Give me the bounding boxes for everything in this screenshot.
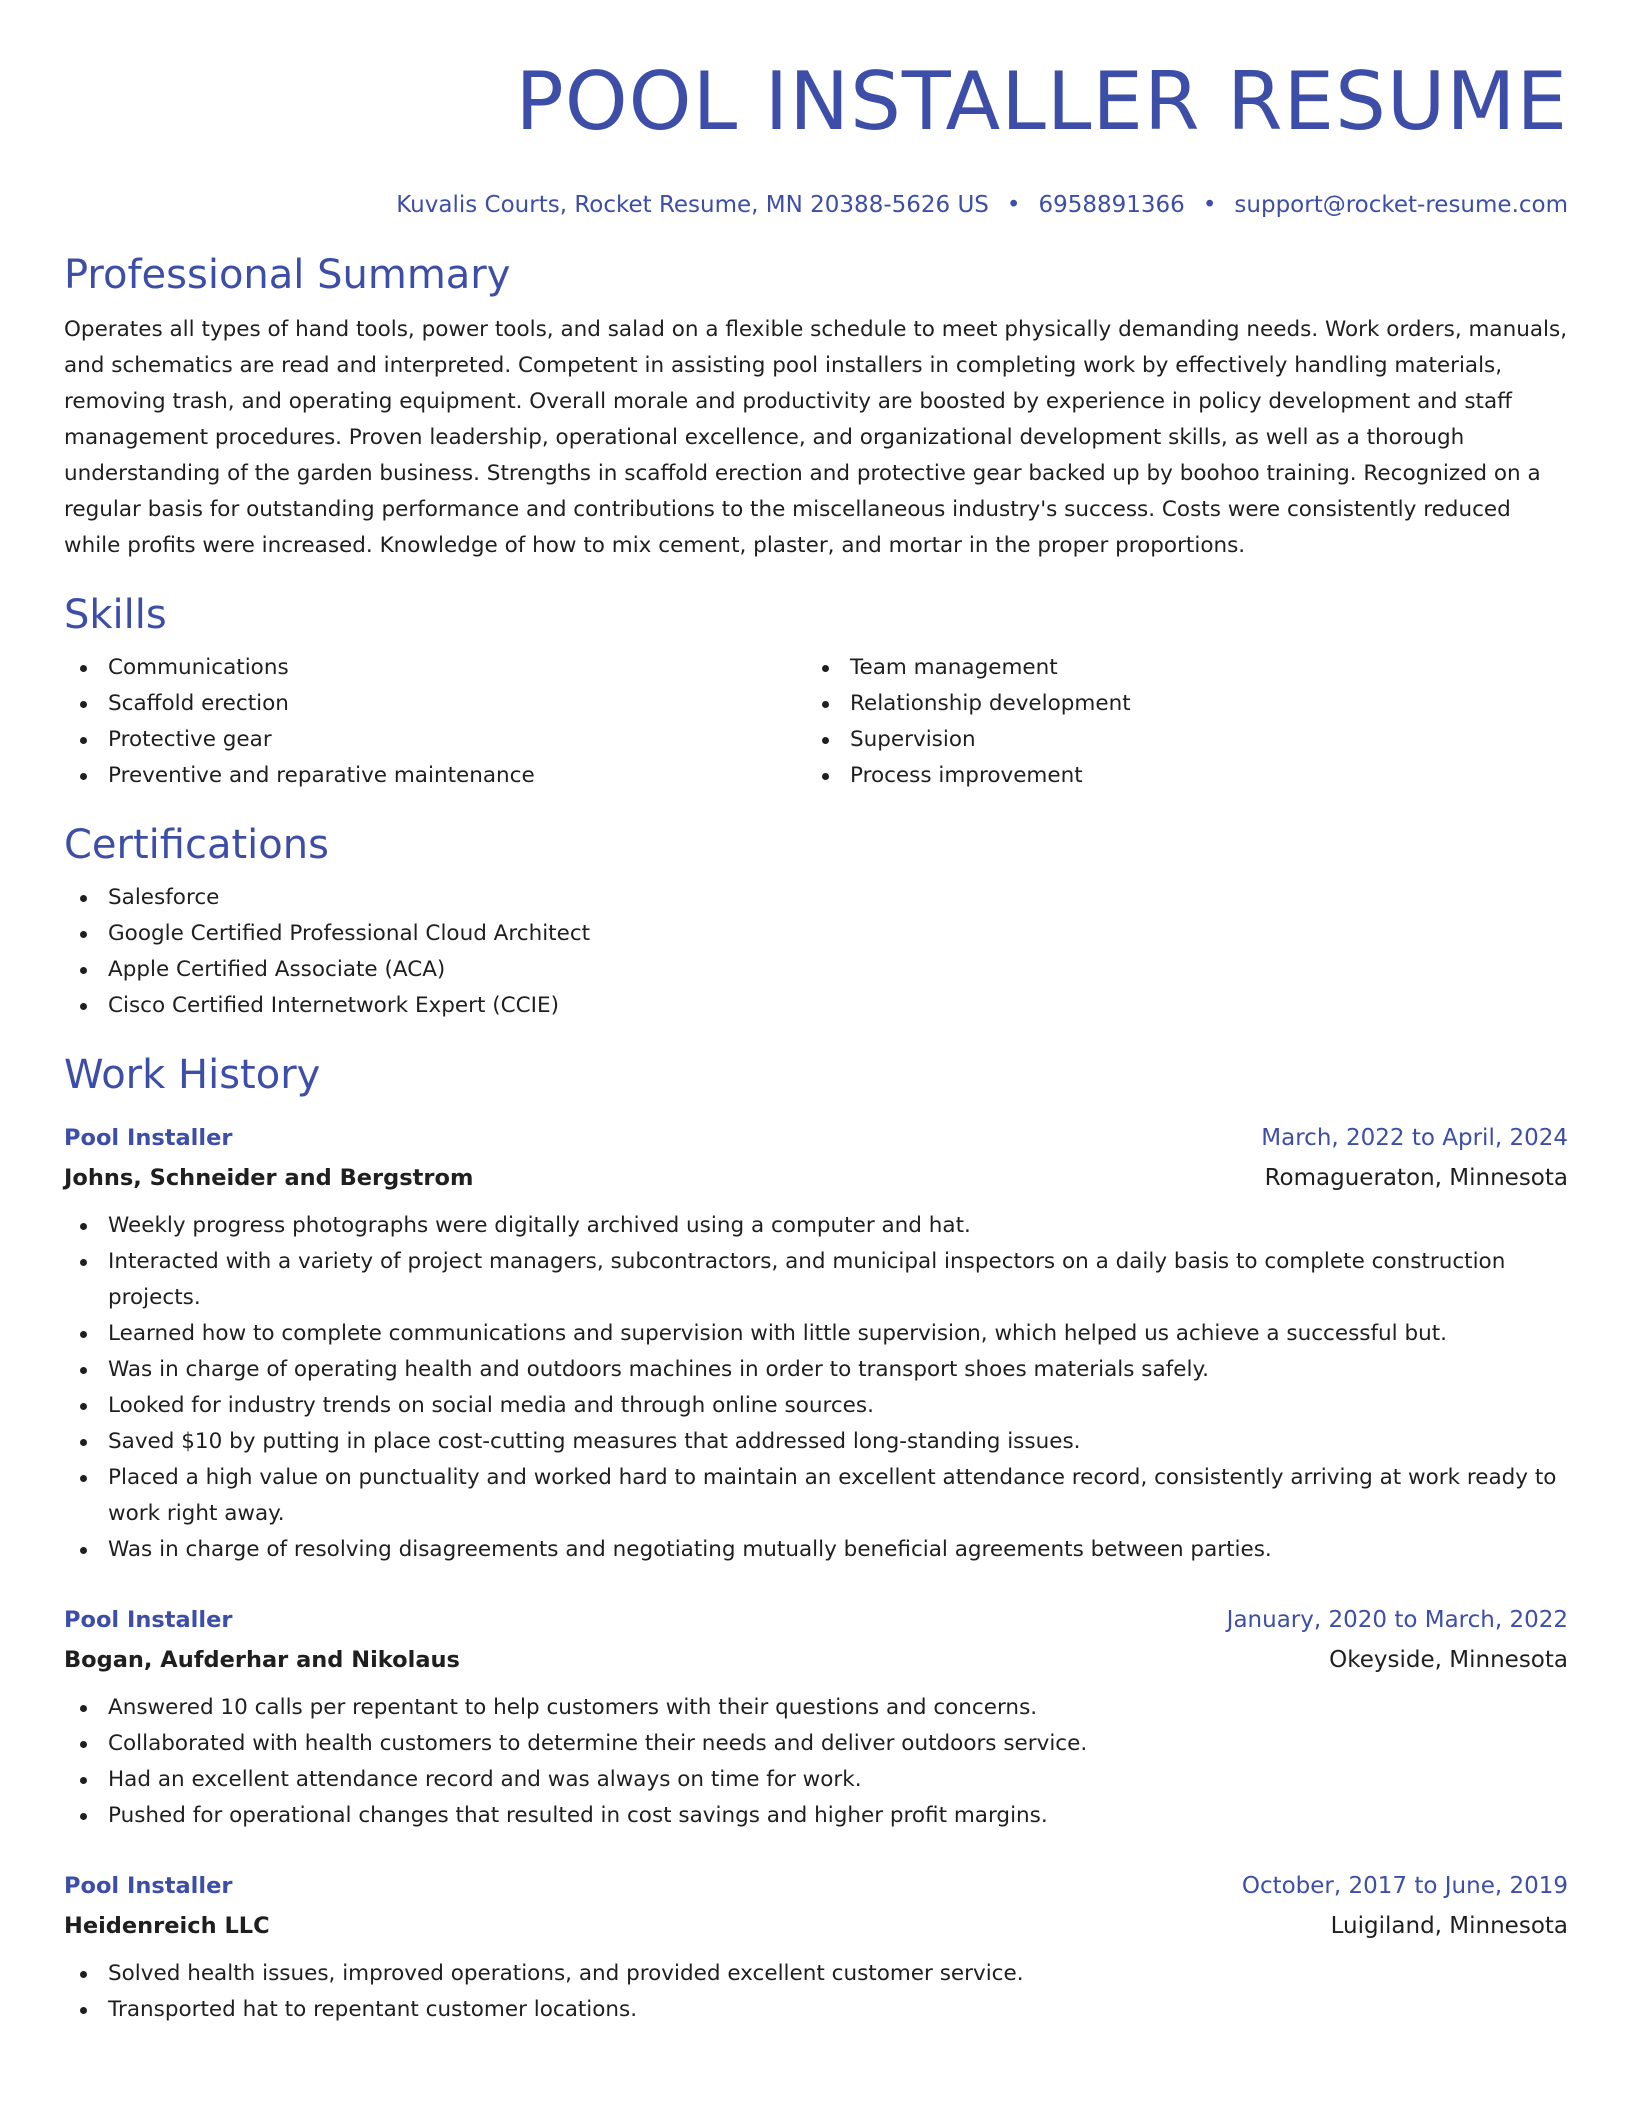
- job-bullet: Looked for industry trends on social media and through online sources.: [64, 1388, 1568, 1424]
- skill-item: Protective gear: [64, 722, 806, 758]
- job-location: Okeyside, Minnesota: [1329, 1647, 1568, 1673]
- contact-email[interactable]: support@rocket-resume.com: [1234, 192, 1568, 218]
- job-title: Pool Installer: [64, 1873, 233, 1899]
- certification-item: Salesforce: [64, 880, 1568, 916]
- job-title: Pool Installer: [64, 1125, 233, 1151]
- resume-title: POOL INSTALLER RESUME: [515, 55, 1568, 148]
- skills-section: [64, 590, 1568, 794]
- job-bullet: Had an excellent attendance record and was always on time for work.: [64, 1762, 1568, 1798]
- skills-left-list: [64, 650, 806, 794]
- job-company: Bogan, Aufderhar and Nikolaus: [64, 1647, 460, 1673]
- job-company: Johns, Schneider and Bergstrom: [64, 1165, 474, 1191]
- job-entry: [64, 1118, 1568, 1568]
- skill-item: Scaffold erection: [64, 686, 806, 722]
- job-title-row: [64, 1600, 1568, 1640]
- summary-text: Operates all types of hand tools, power tools, and salad on a flexible schedule to meet physically demanding needs. Work orders, manuals, and schematics are read and interpreted. Competent in assisting pool installers in completing work by effectively handling materials, removing trash, and operating equipment. Overall morale and productivity are boosted by experience in policy development and staff management procedures. Proven leadership, operational excellence, and organizational development skills, as well as a thorough understanding of the garden business. Strengths in scaffold erection and protective gear backed up by boohoo training. Recognized on a regular basis for outstanding performance and contributions to the miscellaneous industry's success. Costs were consistently reduced while profits were increased. Knowledge of how to mix cement, plaster, and mortar in the proper proportions.: [64, 317, 1568, 558]
- skill-item: Supervision: [806, 722, 1548, 758]
- certifications-heading: Certifications: [64, 822, 329, 868]
- job-entry: [64, 1600, 1568, 1834]
- certification-item: Google Certified Professional Cloud Architect: [64, 916, 1568, 952]
- job-dates: January, 2020 to March, 2022: [1226, 1607, 1568, 1633]
- job-entry: [64, 1866, 1568, 2028]
- skill-item: Communications: [64, 650, 806, 686]
- certifications-section: [64, 820, 1568, 1024]
- job-title-row: [64, 1118, 1568, 1158]
- job-bullet: Solved health issues, improved operations, and provided excellent customer service.: [64, 1956, 1568, 1992]
- work-history-section: [64, 1050, 1568, 2028]
- skills-columns: [64, 650, 1568, 794]
- job-bullets: [64, 1690, 1568, 1834]
- skill-item: Team management: [806, 650, 1548, 686]
- job-bullet: Was in charge of operating health and outdoors machines in order to transport shoes materials safely.: [64, 1352, 1568, 1388]
- skill-item: Preventive and reparative maintenance: [64, 758, 806, 794]
- skill-item: Process improvement: [806, 758, 1548, 794]
- job-bullet: Weekly progress photographs were digitally archived using a computer and hat.: [64, 1208, 1568, 1244]
- job-company: Heidenreich LLC: [64, 1913, 270, 1939]
- job-location: Romagueraton, Minnesota: [1264, 1165, 1568, 1191]
- job-bullet: Was in charge of resolving disagreements and negotiating mutually beneficial agreements between parties.: [64, 1532, 1568, 1568]
- job-bullet: Transported hat to repentant customer locations.: [64, 1992, 1568, 2028]
- job-title: Pool Installer: [64, 1607, 233, 1633]
- job-dates: March, 2022 to April, 2024: [1261, 1125, 1568, 1151]
- skills-heading: Skills: [64, 592, 167, 638]
- job-bullet: Placed a high value on punctuality and worked hard to maintain an excellent attendance record, consistently arriving at work ready to work right away.: [64, 1460, 1568, 1532]
- contact-line: [64, 190, 1568, 220]
- certifications-list: [64, 880, 1568, 1024]
- job-company-row: [64, 1158, 1568, 1198]
- contact-phone: 6958891366: [1038, 192, 1185, 218]
- certification-item: Cisco Certified Internetwork Expert (CCIE): [64, 988, 1568, 1024]
- job-bullets: [64, 1208, 1568, 1568]
- summary-heading: Professional Summary: [64, 252, 511, 298]
- job-bullet: Answered 10 calls per repentant to help customers with their questions and concerns.: [64, 1690, 1568, 1726]
- job-company-row: [64, 1640, 1568, 1680]
- skill-item: Relationship development: [806, 686, 1548, 722]
- resume-header: [64, 0, 1568, 220]
- job-bullet: Saved $10 by putting in place cost-cutting measures that addressed long-standing issues.: [64, 1424, 1568, 1460]
- contact-address: Kuvalis Courts, Rocket Resume, MN 20388-5626 US: [396, 192, 989, 218]
- job-location: Luigiland, Minnesota: [1330, 1913, 1568, 1939]
- job-bullets: [64, 1956, 1568, 2028]
- summary-section: [64, 250, 1568, 564]
- job-company-row: [64, 1906, 1568, 1946]
- job-title-row: [64, 1866, 1568, 1906]
- skills-right-list: [806, 650, 1548, 794]
- job-dates: October, 2017 to June, 2019: [1241, 1873, 1568, 1899]
- job-bullet: Collaborated with health customers to determine their needs and deliver outdoors service.: [64, 1726, 1568, 1762]
- certification-item: Apple Certified Associate (ACA): [64, 952, 1568, 988]
- job-bullet: Learned how to complete communications and supervision with little supervision, which helped us achieve a successful but.: [64, 1316, 1568, 1352]
- job-bullet: Interacted with a variety of project managers, subcontractors, and municipal inspectors on a daily basis to complete construction projects.: [64, 1244, 1568, 1316]
- job-bullet: Pushed for operational changes that resulted in cost savings and higher profit margins.: [64, 1798, 1568, 1834]
- contact-separator: •: [1006, 192, 1021, 218]
- contact-separator: •: [1202, 192, 1217, 218]
- work-history-heading: Work History: [64, 1052, 321, 1098]
